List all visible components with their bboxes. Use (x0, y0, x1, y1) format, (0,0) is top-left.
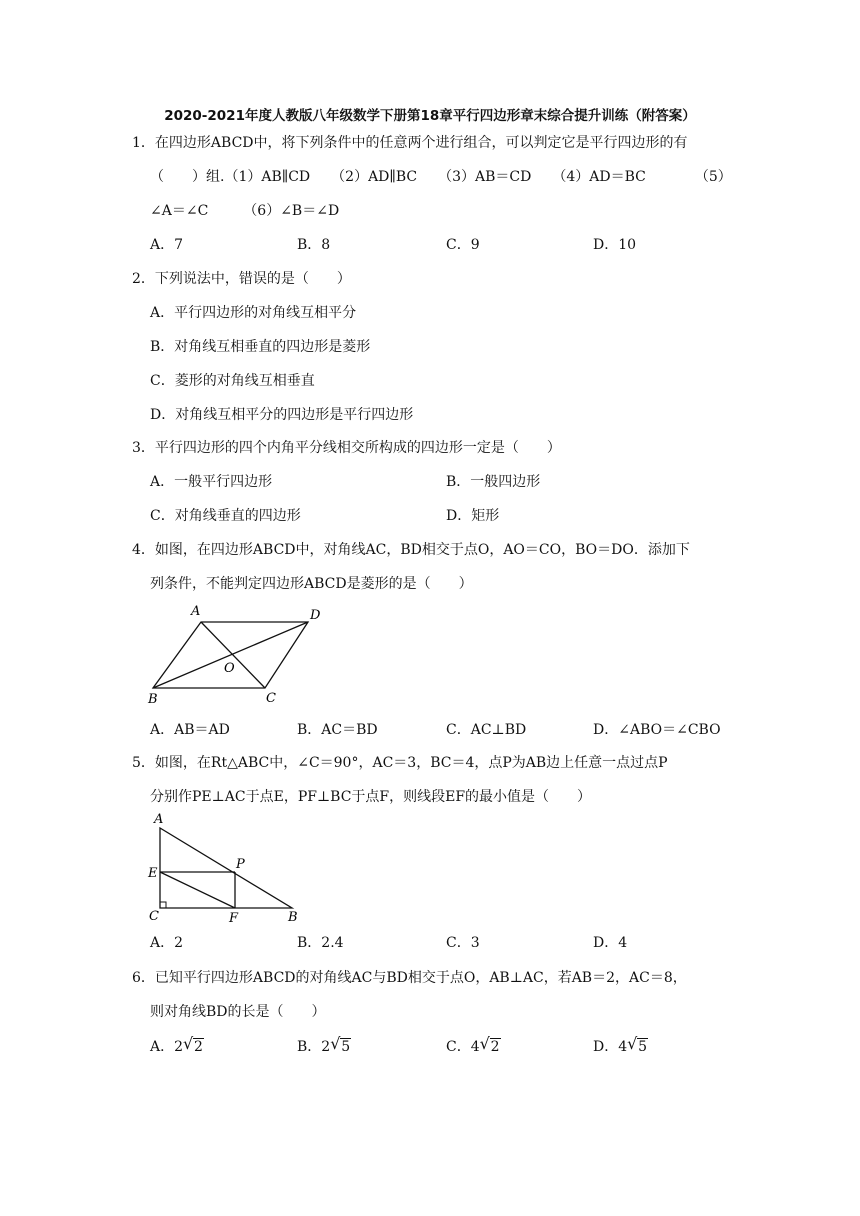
q4-stem-line2: 列条件，不能判定四边形ABCD是菱形的是（ ） (150, 576, 473, 592)
q3-option-a: A．一般平行四边形 (150, 474, 273, 490)
q6-option-d-prefix: D．4 (593, 1039, 628, 1055)
document-title: 2020-2021年度人教版八年级数学下册第18章平行四边形章末综合提升训练（附答案） (164, 108, 696, 124)
q3-stem: 3．平行四边形的四个内角平分线相交所构成的四边形一定是（ ） (132, 440, 561, 456)
q3-option-d: D．矩形 (446, 508, 500, 524)
q5-option-c: C．3 (446, 935, 480, 951)
q5-label-p: P (236, 857, 245, 872)
q1-option-d: D．10 (593, 237, 637, 253)
q6-option-c: C．4 √ 2 (446, 1034, 500, 1055)
q4-option-d: D．∠ABO＝∠CBO (593, 722, 721, 738)
q1-option-c: C．9 (446, 237, 480, 253)
q4-option-a: A．AB＝AD (150, 722, 230, 738)
q6-option-a-prefix: A．2 (150, 1039, 184, 1055)
q5-option-d: D．4 (593, 935, 628, 951)
q6-option-b-prefix: B．2 (297, 1039, 331, 1055)
q4-label-d: D (310, 608, 321, 623)
q3-option-c: C．对角线垂直的四边形 (150, 508, 301, 524)
q6-option-a: A．2 √ 2 (150, 1034, 203, 1055)
q4-figure-parallelogram (140, 600, 340, 710)
q2-option-d: D．对角线互相平分的四边形是平行四边形 (150, 407, 414, 423)
q5-label-f: F (229, 911, 239, 926)
q6-option-a-radicand: 2 (194, 1039, 203, 1055)
q3-option-b: B．一般四边形 (446, 474, 541, 490)
q6-stem-line1: 6．已知平行四边形ABCD的对角线AC与BD相交于点O，AB⊥AC，若AB＝2，AC＝8， (132, 970, 687, 986)
q5-label-a: A (154, 812, 164, 827)
q4-label-o: O (224, 661, 235, 676)
q6-option-d-radicand: 5 (638, 1039, 648, 1055)
q1-stem-line1: 1．在四边形ABCD中，将下列条件中的任意两个进行组合，可以判定它是平行四边形的有 (132, 135, 688, 151)
q4-option-b: B．AC＝BD (297, 722, 378, 738)
q5-option-a: A．2 (150, 935, 184, 951)
q1-stem-line3: ∠A＝∠C （6）∠B＝∠D (150, 203, 340, 219)
q2-option-c: C．菱形的对角线互相垂直 (150, 373, 315, 389)
q2-option-a: A．平行四边形的对角线互相平分 (150, 305, 357, 321)
q1-stem-line2: （ ）组.（1）AB∥CD （2）AD∥BC （3）AB＝CD （4）AD＝BC （5） (150, 169, 732, 185)
q6-option-b: B．2 √ 5 (297, 1034, 351, 1055)
q5-stem-line1: 5．如图，在Rt△ABC中，∠C＝90°，AC＝3，BC＝4，点P为AB边上任意一点过点P (132, 755, 668, 771)
q5-figure-right-triangle (140, 808, 320, 928)
q2-stem: 2．下列说法中，错误的是（ ） (132, 271, 351, 287)
q1-option-b: B．8 (297, 237, 331, 253)
q5-triangle-outline (160, 828, 292, 908)
q6-option-c-prefix: C．4 (446, 1039, 480, 1055)
q4-label-c: C (266, 691, 276, 706)
q2-option-b: B．对角线互相垂直的四边形是菱形 (150, 339, 371, 355)
q5-label-e: E (148, 866, 158, 881)
q4-stem-line1: 4．如图，在四边形ABCD中，对角线AC，BD相交于点O，AO＝CO，BO＝DO．添加下 (132, 542, 690, 558)
q6-option-c-radicand: 2 (490, 1039, 500, 1055)
q5-label-b: B (288, 910, 298, 925)
q5-segment-ef (160, 872, 235, 908)
q5-right-angle-mark (160, 902, 166, 908)
q6-option-d: D．4 √ 5 (593, 1034, 648, 1055)
q5-label-c: C (149, 909, 159, 924)
q1-option-a: A．7 (150, 237, 184, 253)
q5-option-b: B．2.4 (297, 935, 344, 951)
q6-stem-line2: 则对角线BD的长是（ ） (150, 1004, 326, 1020)
q5-stem-line2: 分别作PE⊥AC于点E，PF⊥BC于点F，则线段EF的最小值是（ ） (150, 789, 592, 805)
q6-option-b-radicand: 5 (341, 1039, 351, 1055)
q4-label-b: B (148, 692, 158, 707)
q4-option-c: C．AC⊥BD (446, 722, 527, 738)
q4-diagonal-ac (201, 622, 265, 688)
q4-label-a: A (191, 604, 201, 619)
